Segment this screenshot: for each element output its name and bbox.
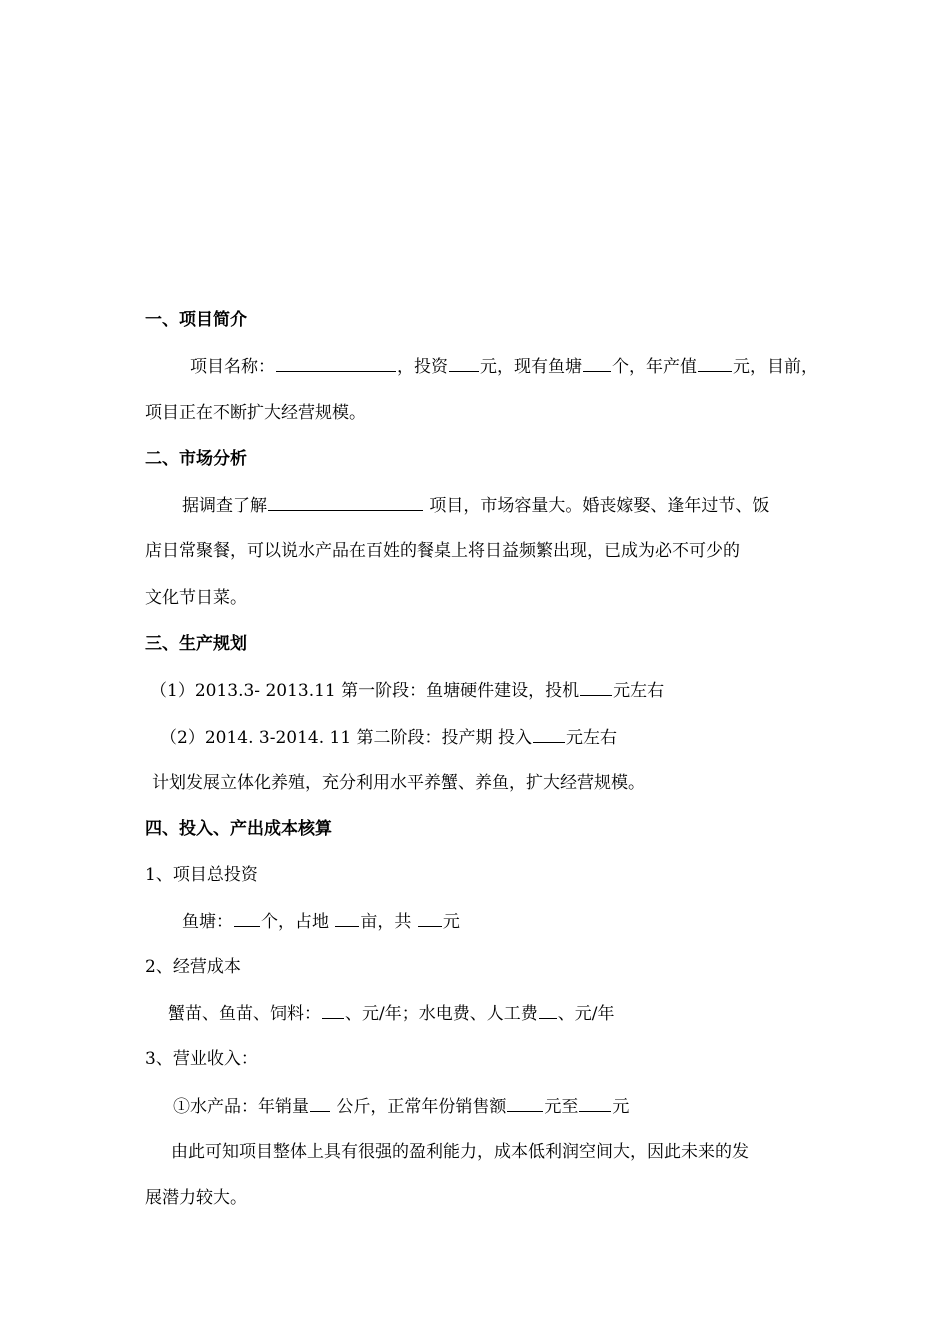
total-blank [418,909,442,927]
sales-amount-label: 公斤，正常年份销售额 [331,1097,507,1117]
investment-label: ，投资 [397,357,448,377]
stage-1-unit: 元左右 [613,681,665,701]
project-intro-line-1 [190,354,818,379]
sales-unit: 元 [612,1097,630,1117]
plan-stage-1 [150,678,664,703]
project-name-label: 项目名称： [190,357,275,377]
subsection-2-title: 2、经营成本 [145,957,241,977]
plan-stage-2 [160,725,617,750]
section-3-heading: 三、生产规划 [145,634,247,654]
currently-label: 元，目前， [733,357,818,377]
subsection-1-title: 1、项目总投资 [145,865,258,885]
utility-label: 、元/年；水电费、人工费 [345,1004,538,1024]
survey-label: 据调查了解 [182,496,267,516]
total-unit: 元 [442,912,460,932]
utility-blank [539,1001,557,1019]
feed-label: 蟹苗、鱼苗、饲料： [168,1004,321,1024]
feed-blank [322,1001,344,1019]
plan-description: 计划发展立体化养殖，充分利用水平养蟹、养鱼，扩大经营规模。 [152,773,645,793]
market-line-3: 文化节日菜。 [145,588,247,608]
survey-blank [268,493,423,511]
area-label: 个，占地 [261,912,335,932]
revenue-line [173,1094,629,1119]
section-1-heading: 一、项目简介 [145,310,247,330]
sales-min-blank [507,1094,543,1112]
pond-blank [234,909,260,927]
section-4-heading: 四、投入、产出成本核算 [145,819,332,839]
operating-cost-line [168,1001,614,1026]
investment-blank [449,354,479,372]
pond-label: 鱼塘： [182,912,233,932]
market-line-2: 店日常聚餐，可以说水产品在百姓的餐桌上将日益频繁出现，已成为必不可少的 [145,541,740,561]
pond-count-blank [583,354,611,372]
area-blank [335,909,359,927]
sales-to-label: 元至 [544,1097,579,1117]
total-investment-line [182,909,460,934]
project-intro-line-2: 项目正在不断扩大经营规模。 [145,403,366,423]
section-2-heading: 二、市场分析 [145,449,247,469]
sales-max-blank [579,1094,611,1112]
total-label: 亩，共 [360,912,417,932]
project-name-blank [276,354,396,372]
stage-2-text: （2）2014. 3-2014. 11 第二阶段：投产期 投入 [160,728,532,748]
conclusion-line-2: 展潜力较大。 [145,1188,247,1208]
subsection-3-title: 3、营业收入： [145,1049,258,1069]
stage-1-blank [580,678,612,696]
pond-count-label: 元，现有鱼塘 [480,357,582,377]
sales-volume-blank [310,1094,330,1112]
annual-output-blank [698,354,732,372]
conclusion-line-1: 由此可知项目整体上具有很强的盈利能力，成本低利润空间大，因此未来的发 [171,1142,749,1162]
stage-1-text: （1）2013.3- 2013.11 第一阶段：鱼塘硬件建设，投机 [150,681,580,701]
stage-2-blank [533,725,565,743]
market-line-1 [182,493,769,518]
utility-unit: 、元/年 [557,1004,615,1024]
sales-volume-label: ①水产品：年销量 [173,1097,309,1117]
annual-output-label: 个，年产值 [612,357,697,377]
stage-2-unit: 元左右 [565,728,617,748]
market-text: 项目，市场容量大。婚丧嫁娶、逢年过节、饭 [424,496,770,516]
